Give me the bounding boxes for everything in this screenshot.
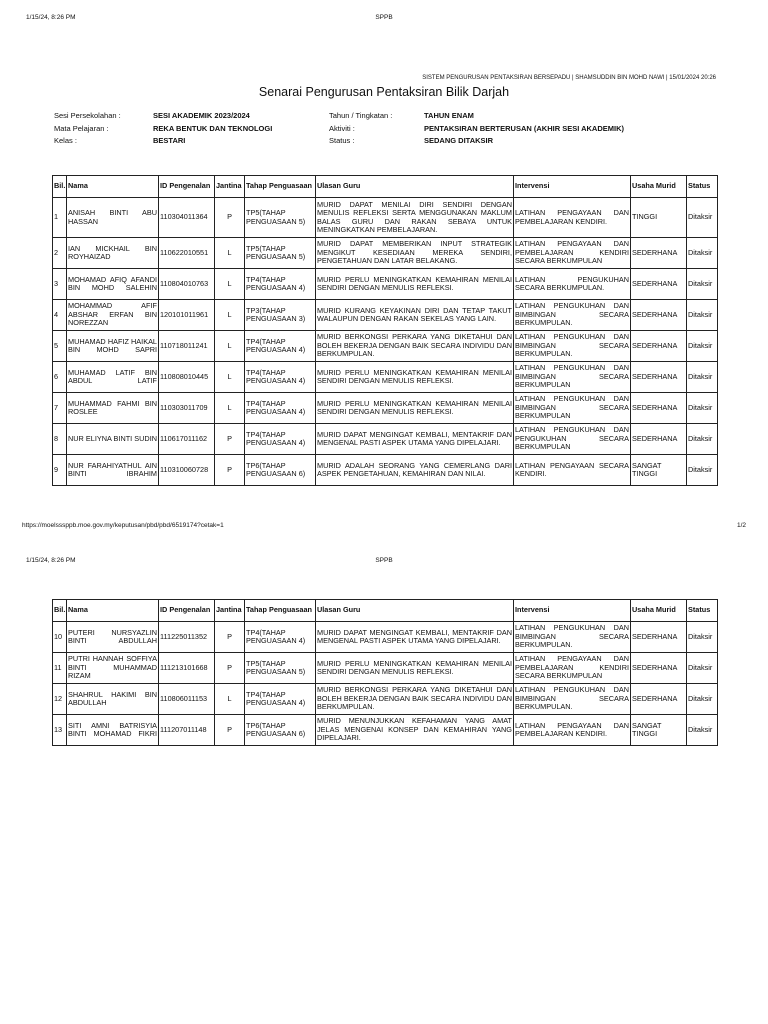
cell-jantina: L xyxy=(215,684,245,715)
cell-tahap: TP4(TAHAP PENGUASAAN 4) xyxy=(245,362,316,393)
cell-nama: MOHAMAD AFIQ AFANDI BIN MOHD SALEHIN xyxy=(67,269,159,300)
cell-tahap: TP4(TAHAP PENGUASAAN 4) xyxy=(245,331,316,362)
assessment-table-page1 xyxy=(52,175,718,486)
cell-jantina: P xyxy=(215,622,245,653)
cell-jantina: L xyxy=(215,393,245,424)
meta-value: REKA BENTUK DAN TEKNOLOGI xyxy=(153,123,273,133)
cell-nama: NUR ELIYNA BINTI SUDIN xyxy=(67,424,159,455)
cell-nama: PUTRI HANNAH SOFFIYA BINTI MUHAMMAD RIZAM xyxy=(67,653,159,684)
table-header-row xyxy=(53,600,718,622)
cell-intervensi: LATIHAN PENGUKUHAN DAN BIMBINGAN SECARA BERKUMPULAN. xyxy=(514,331,631,362)
cell-usaha: SEDERHANA xyxy=(631,300,687,331)
col-header-nama: Nama xyxy=(67,176,159,198)
col-header-ulasan: Ulasan Guru xyxy=(316,176,514,198)
cell-intervensi: LATIHAN PENGAYAAN DAN PEMBELAJARAN KENDIRI. xyxy=(514,198,631,238)
cell-jantina: P xyxy=(215,653,245,684)
page-title: Senarai Pengurusan Pentaksiran Bilik Darjah xyxy=(258,85,510,99)
table-row xyxy=(53,715,718,746)
cell-id: 120101011961 xyxy=(159,300,215,331)
meta-value: SESI AKADEMIK 2023/2024 xyxy=(153,111,250,120)
cell-bil: 10 xyxy=(53,622,67,653)
cell-nama: SHAHRUL HAKIMI BIN ABDULLAH xyxy=(67,684,159,715)
cell-nama: NUR FARAHIYATHUL AIN BINTI IBRAHIM xyxy=(67,455,159,486)
table-row xyxy=(53,653,718,684)
cell-bil: 4 xyxy=(53,300,67,331)
cell-tahap: TP6(TAHAP PENGUASAAN 6) xyxy=(245,455,316,486)
cell-intervensi: LATIHAN PENGAYAAN DAN PEMBELAJARAN KENDIRI. xyxy=(514,715,631,746)
cell-usaha: TINGGI xyxy=(631,198,687,238)
cell-status: Ditaksir xyxy=(687,424,718,455)
col-header-jantina: Jantina xyxy=(215,600,245,622)
print-site: SPPB xyxy=(375,557,393,564)
meta-label: Aktiviti : xyxy=(329,123,355,133)
print-datetime: 1/15/24, 8:26 PM xyxy=(26,14,76,21)
col-header-status: Status xyxy=(687,600,718,622)
cell-intervensi: LATIHAN PENGAYAAN SECARA KENDIRI. xyxy=(514,455,631,486)
col-header-intervensi: Intervensi xyxy=(514,176,631,198)
cell-nama: MUHAMAD LATIF BIN ABDUL LATIF xyxy=(67,362,159,393)
cell-id: 110310060728 xyxy=(159,455,215,486)
cell-jantina: P xyxy=(215,424,245,455)
cell-usaha: SEDERHANA xyxy=(631,424,687,455)
cell-intervensi: LATIHAN PENGUKUHAN DAN BIMBINGAN SECARA BERKUMPULAN. xyxy=(514,622,631,653)
cell-id: 111213101668 xyxy=(159,653,215,684)
cell-id: 110718011241 xyxy=(159,331,215,362)
cell-tahap: TP6(TAHAP PENGUASAAN 6) xyxy=(245,715,316,746)
assessment-table-page2 xyxy=(52,599,718,746)
cell-intervensi: LATIHAN PENGUKUHAN DAN BIMBINGAN SECARA BERKUMPULAN xyxy=(514,393,631,424)
cell-intervensi: LATIHAN PENGUKUHAN DAN BIMBINGAN SECARA BERKUMPULAN. xyxy=(514,684,631,715)
print-url: https://moelsssppb.moe.gov.my/keputusan/pbd/pbd/6519174?cetak=1 xyxy=(22,522,224,529)
cell-bil: 6 xyxy=(53,362,67,393)
table-row xyxy=(53,455,718,486)
cell-ulasan: MURID DAPAT MENGINGAT KEMBALI, MENTAKRIF DAN MENGENAL PASTI ASPEK UTAMA YANG DIPELAJARI. xyxy=(316,622,514,653)
cell-tahap: TP4(TAHAP PENGUASAAN 4) xyxy=(245,269,316,300)
cell-intervensi: LATIHAN PENGAYAAN DAN PEMBELAJARAN KENDIRI SECARA BERKUMPULAN xyxy=(514,238,631,269)
cell-ulasan: MURID KURANG KEYAKINAN DIRI DAN TETAP TAKUT WALAUPUN DENGAN RAKAN SEKELAS YANG LAIN. xyxy=(316,300,514,331)
meta-row xyxy=(329,135,624,148)
col-header-tahap: Tahap Penguasaan xyxy=(245,600,316,622)
cell-ulasan: MURID MENUNJUKKAN KEFAHAMAN YANG AMAT JELAS MENGENAI KONSEP DAN KEMAHIRAN YANG DIPELAJARI. xyxy=(316,715,514,746)
cell-status: Ditaksir xyxy=(687,300,718,331)
cell-usaha: SEDERHANA xyxy=(631,622,687,653)
cell-ulasan: MURID PERLU MENINGKATKAN KEMAHIRAN MENILAI SENDIRI DENGAN MENULIS REFLEKSI. xyxy=(316,393,514,424)
cell-bil: 2 xyxy=(53,238,67,269)
cell-bil: 3 xyxy=(53,269,67,300)
cell-ulasan: MURID PERLU MENINGKATKAN KEMAHIRAN MENILAI SENDIRI DENGAN MENULIS REFLEKSI. xyxy=(316,362,514,393)
cell-nama: ANISAH BINTI ABU HASSAN xyxy=(67,198,159,238)
cell-bil: 5 xyxy=(53,331,67,362)
cell-jantina: L xyxy=(215,300,245,331)
col-header-bil: Bil. xyxy=(53,176,67,198)
cell-jantina: L xyxy=(215,238,245,269)
col-header-usaha: Usaha Murid xyxy=(631,176,687,198)
meta-row xyxy=(54,110,272,123)
cell-status: Ditaksir xyxy=(687,269,718,300)
cell-bil: 12 xyxy=(53,684,67,715)
cell-ulasan: MURID ADALAH SEORANG YANG CEMERLANG DARI ASPEK PENGETAHUAN, KEMAHIRAN DAN NILAI. xyxy=(316,455,514,486)
cell-status: Ditaksir xyxy=(687,715,718,746)
cell-id: 110806011153 xyxy=(159,684,215,715)
cell-id: 111225011352 xyxy=(159,622,215,653)
cell-status: Ditaksir xyxy=(687,238,718,269)
cell-id: 110808010445 xyxy=(159,362,215,393)
cell-usaha: SEDERHANA xyxy=(631,393,687,424)
cell-id: 110622010551 xyxy=(159,238,215,269)
cell-jantina: L xyxy=(215,331,245,362)
cell-jantina: P xyxy=(215,198,245,238)
cell-bil: 1 xyxy=(53,198,67,238)
meta-value: TAHUN ENAM xyxy=(424,111,474,120)
system-line: SISTEM PENGURUSAN PENTAKSIRAN BERSEPADU | SHAMSUDDIN BIN MOHD NAWI | 15/01/2024 20:26 xyxy=(422,75,716,81)
meta-label: Sesi Persekolahan : xyxy=(54,111,121,120)
cell-status: Ditaksir xyxy=(687,331,718,362)
cell-nama: IAN MICKHAIL BIN ROYHAIZAD xyxy=(67,238,159,269)
cell-usaha: SEDERHANA xyxy=(631,362,687,393)
cell-intervensi: LATIHAN PENGAYAAN DAN PEMBELAJARAN KENDIRI SECARA BERKUMPULAN xyxy=(514,653,631,684)
col-header-nama: Nama xyxy=(67,600,159,622)
cell-nama: PUTERI NURSYAZLIN BINTI ABDULLAH xyxy=(67,622,159,653)
cell-nama: MUHAMMAD FAHMI BIN ROSLEE xyxy=(67,393,159,424)
cell-intervensi: LATIHAN PENGUKUHAN DAN BIMBINGAN SECARA BERKUMPULAN xyxy=(514,362,631,393)
cell-id: 110303011709 xyxy=(159,393,215,424)
cell-usaha: SEDERHANA xyxy=(631,653,687,684)
cell-tahap: TP4(TAHAP PENGUASAAN 4) xyxy=(245,393,316,424)
cell-usaha: SEDERHANA xyxy=(631,269,687,300)
meta-label: Tahun / Tingkatan : xyxy=(329,111,393,120)
cell-status: Ditaksir xyxy=(687,653,718,684)
meta-label: Kelas : xyxy=(54,136,77,145)
col-header-tahap: Tahap Penguasaan xyxy=(245,176,316,198)
meta-row xyxy=(329,123,624,136)
meta-row xyxy=(54,135,272,148)
table-row xyxy=(53,622,718,653)
cell-tahap: TP4(TAHAP PENGUASAAN 4) xyxy=(245,424,316,455)
cell-usaha: SANGAT TINGGI xyxy=(631,455,687,486)
table-row xyxy=(53,424,718,455)
cell-status: Ditaksir xyxy=(687,198,718,238)
cell-nama: SITI AMNI BATRISYIA BINTI MOHAMAD FIKRI xyxy=(67,715,159,746)
cell-tahap: TP4(TAHAP PENGUASAAN 4) xyxy=(245,684,316,715)
table-row xyxy=(53,331,718,362)
meta-label: Status : xyxy=(329,136,355,145)
cell-id: 110617011162 xyxy=(159,424,215,455)
cell-tahap: TP3(TAHAP PENGUASAAN 3) xyxy=(245,300,316,331)
cell-usaha: SANGAT TINGGI xyxy=(631,715,687,746)
cell-tahap: TP4(TAHAP PENGUASAAN 4) xyxy=(245,622,316,653)
cell-ulasan: MURID BERKONGSI PERKARA YANG DIKETAHUI DAN BOLEH BEKERJA DENGAN BAIK SECARA INDIVIDU DAN BERKUMPULAN. xyxy=(316,331,514,362)
cell-status: Ditaksir xyxy=(687,684,718,715)
col-header-status: Status xyxy=(687,176,718,198)
print-page-number: 1/2 xyxy=(736,522,746,529)
table-row xyxy=(53,362,718,393)
table-row xyxy=(53,393,718,424)
cell-nama: MOHAMMAD AFIF ABSHAR ERFAN BIN NOREZZAN xyxy=(67,300,159,331)
cell-status: Ditaksir xyxy=(687,455,718,486)
cell-ulasan: MURID DAPAT MENGINGAT KEMBALI, MENTAKRIF DAN MENGENAL PASTI ASPEK UTAMA YANG DIPELAJARI. xyxy=(316,424,514,455)
print-site: SPPB xyxy=(375,14,393,21)
cell-tahap: TP5(TAHAP PENGUASAAN 5) xyxy=(245,653,316,684)
meta-value: SEDANG DITAKSIR xyxy=(424,136,494,145)
cell-ulasan: MURID DAPAT MENILAI DIRI SENDIRI DENGAN MENULIS REFLEKSI SERTA MENGGUNAKAN MAKLUM BALAS GURU DAN RAKAN SEBAYA UNTUK MENINGKATKAN PEMBELAJARAN. xyxy=(316,198,514,238)
cell-ulasan: MURID BERKONGSI PERKARA YANG DIKETAHUI DAN BOLEH BEKERJA DENGAN BAIK SECARA INDIVIDU DAN BERKUMPULAN. xyxy=(316,684,514,715)
col-header-bil: Bil. xyxy=(53,600,67,622)
meta-right xyxy=(329,110,624,148)
cell-status: Ditaksir xyxy=(687,393,718,424)
cell-jantina: P xyxy=(215,455,245,486)
table-row xyxy=(53,238,718,269)
table-header-row xyxy=(53,176,718,198)
cell-ulasan: MURID PERLU MENINGKATKAN KEMAHIRAN MENILAI SENDIRI DENGAN MENULIS REFLEKSI. xyxy=(316,653,514,684)
cell-bil: 7 xyxy=(53,393,67,424)
cell-tahap: TP5(TAHAP PENGUASAAN 5) xyxy=(245,198,316,238)
cell-bil: 11 xyxy=(53,653,67,684)
meta-left xyxy=(54,110,272,148)
cell-jantina: L xyxy=(215,362,245,393)
cell-id: 110304011364 xyxy=(159,198,215,238)
table-row xyxy=(53,684,718,715)
cell-bil: 9 xyxy=(53,455,67,486)
cell-status: Ditaksir xyxy=(687,622,718,653)
cell-intervensi: LATIHAN PENGUKUHAN DAN PENGUKUHAN SECARA BERKUMPULAN xyxy=(514,424,631,455)
table-row xyxy=(53,269,718,300)
meta-label: Mata Pelajaran : xyxy=(54,123,109,133)
meta-value: PENTAKSIRAN BERTERUSAN (AKHIR SESI AKADEMIK) xyxy=(424,123,625,133)
col-header-id: ID Pengenalan xyxy=(159,600,215,622)
cell-tahap: TP5(TAHAP PENGUASAAN 5) xyxy=(245,238,316,269)
cell-ulasan: MURID PERLU MENINGKATKAN KEMAHIRAN MENILAI SENDIRI DENGAN MENULIS REFLEKSI. xyxy=(316,269,514,300)
cell-nama: MUHAMAD HAFIZ HAIKAL BIN MOHD SAPRI xyxy=(67,331,159,362)
cell-status: Ditaksir xyxy=(687,362,718,393)
print-datetime: 1/15/24, 8:26 PM xyxy=(26,557,76,564)
col-header-usaha: Usaha Murid xyxy=(631,600,687,622)
cell-jantina: P xyxy=(215,715,245,746)
col-header-intervensi: Intervensi xyxy=(514,600,631,622)
cell-intervensi: LATIHAN PENGUKUHAN SECARA BERKUMPULAN. xyxy=(514,269,631,300)
cell-usaha: SEDERHANA xyxy=(631,331,687,362)
meta-row xyxy=(329,110,624,123)
col-header-jantina: Jantina xyxy=(215,176,245,198)
table-row xyxy=(53,198,718,238)
cell-usaha: SEDERHANA xyxy=(631,238,687,269)
cell-id: 110804010763 xyxy=(159,269,215,300)
cell-bil: 8 xyxy=(53,424,67,455)
meta-value: BESTARI xyxy=(153,136,186,145)
col-header-ulasan: Ulasan Guru xyxy=(316,600,514,622)
cell-usaha: SEDERHANA xyxy=(631,684,687,715)
table-row xyxy=(53,300,718,331)
cell-intervensi: LATIHAN PENGUKUHAN DAN BIMBINGAN SECARA BERKUMPULAN. xyxy=(514,300,631,331)
cell-id: 111207011148 xyxy=(159,715,215,746)
cell-jantina: L xyxy=(215,269,245,300)
meta-row xyxy=(54,123,272,136)
cell-bil: 13 xyxy=(53,715,67,746)
cell-ulasan: MURID DAPAT MEMBERIKAN INPUT STRATEGIK MENGIKUT KESEDIAAN MEREKA SENDIRI, PENGETAHUAN DAN LATAR BELAKANG. xyxy=(316,238,514,269)
col-header-id: ID Pengenalan xyxy=(159,176,215,198)
